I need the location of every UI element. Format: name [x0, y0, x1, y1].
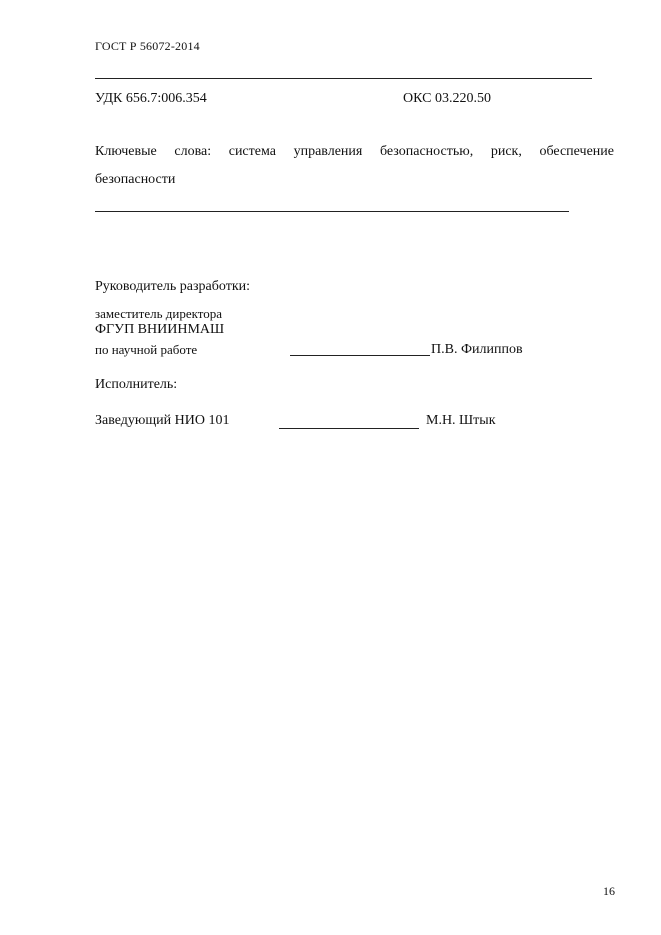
development-lead-position-line-1: заместитель директора — [95, 306, 223, 321]
development-lead-organization: ФГУП ВНИИНМАШ — [95, 322, 225, 337]
page-number: 16 — [603, 884, 615, 898]
executor-position: Заведующий НИО 101 — [95, 413, 230, 428]
udk-code: УДК 656.7:006.354 — [95, 91, 207, 106]
keywords-line-1: Ключевые слова: система управления безопасностью, риск, обеспечение — [95, 144, 614, 159]
standard-code-header: ГОСТ Р 56072-2014 — [95, 39, 200, 53]
executor-name: М.Н. Штык — [426, 413, 496, 428]
development-lead-position-line-2: по научной работе — [95, 342, 198, 357]
keywords-line-2: безопасности — [95, 172, 176, 187]
executor-heading: Исполнитель: — [95, 377, 178, 392]
oks-code: ОКС 03.220.50 — [403, 91, 491, 106]
executor-signature-line — [279, 428, 419, 429]
development-lead-name: П.В. Филиппов — [431, 342, 523, 357]
keywords-divider — [95, 211, 569, 212]
development-lead-heading: Руководитель разработки: — [95, 279, 251, 294]
development-lead-signature-line — [290, 355, 430, 356]
header-divider — [95, 78, 592, 79]
